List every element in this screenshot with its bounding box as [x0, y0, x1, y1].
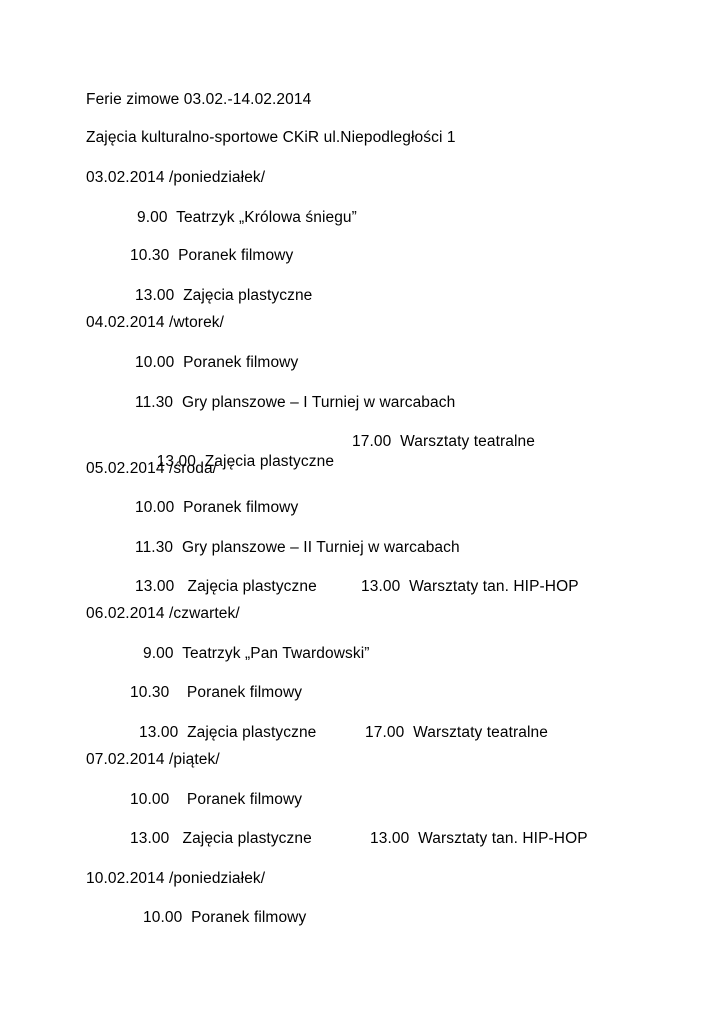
schedule-entry: 13.00 Zajęcia plastyczne: [135, 287, 313, 304]
day-heading: 07.02.2014 /piątek/: [86, 751, 220, 768]
day-heading: 04.02.2014 /wtorek/: [86, 314, 225, 331]
schedule-entry: 13.00 Zajęcia plastyczne: [135, 578, 317, 595]
schedule-entry: 11.30 Gry planszowe – II Turniej w warcabach: [135, 539, 460, 556]
document-subtitle: Zajęcia kulturalno-sportowe CKiR ul.Niepodległości 1: [86, 129, 456, 146]
schedule-entry-extra: 13.00 Warsztaty tan. HIP-HOP: [361, 578, 579, 595]
schedule-entry-extra: 17.00 Warsztaty teatralne: [352, 433, 535, 450]
day-heading: 10.02.2014 /poniedziałek/: [86, 870, 266, 887]
day-heading: 03.02.2014 /poniedziałek/: [86, 169, 266, 186]
schedule-entry: 10.30 Poranek filmowy: [130, 684, 303, 701]
schedule-entry-extra: 13.00 Warsztaty tan. HIP-HOP: [370, 830, 588, 847]
schedule-entry: 9.00 Teatrzyk „Królowa śniegu”: [137, 209, 357, 226]
schedule-entry: 10.00 Poranek filmowy: [135, 499, 299, 516]
schedule-entry: 13.00 Zajęcia plastyczne: [139, 724, 317, 741]
day-heading: 05.02.2014 /środa/: [86, 460, 218, 477]
schedule-entry: 10.00 Poranek filmowy: [143, 909, 307, 926]
schedule-entry: 11.30 Gry planszowe – I Turniej w warcabach: [135, 394, 456, 411]
document-title: Ferie zimowe 03.02.-14.02.2014: [86, 91, 312, 108]
schedule-entry: 10.30 Poranek filmowy: [130, 247, 294, 264]
schedule-entry-extra: 17.00 Warsztaty teatralne: [365, 724, 548, 741]
schedule-entry: 10.00 Poranek filmowy: [135, 354, 299, 371]
schedule-entry-main: 13.00 Zajęcia plastyczne: [156, 453, 335, 470]
schedule-entry: 13.00 Zajęcia plastyczne: [130, 830, 312, 847]
schedule-entry: 10.00 Poranek filmowy: [130, 791, 303, 808]
day-heading: 06.02.2014 /czwartek/: [86, 605, 240, 622]
schedule-entry: 9.00 Teatrzyk „Pan Twardowski”: [143, 645, 370, 662]
